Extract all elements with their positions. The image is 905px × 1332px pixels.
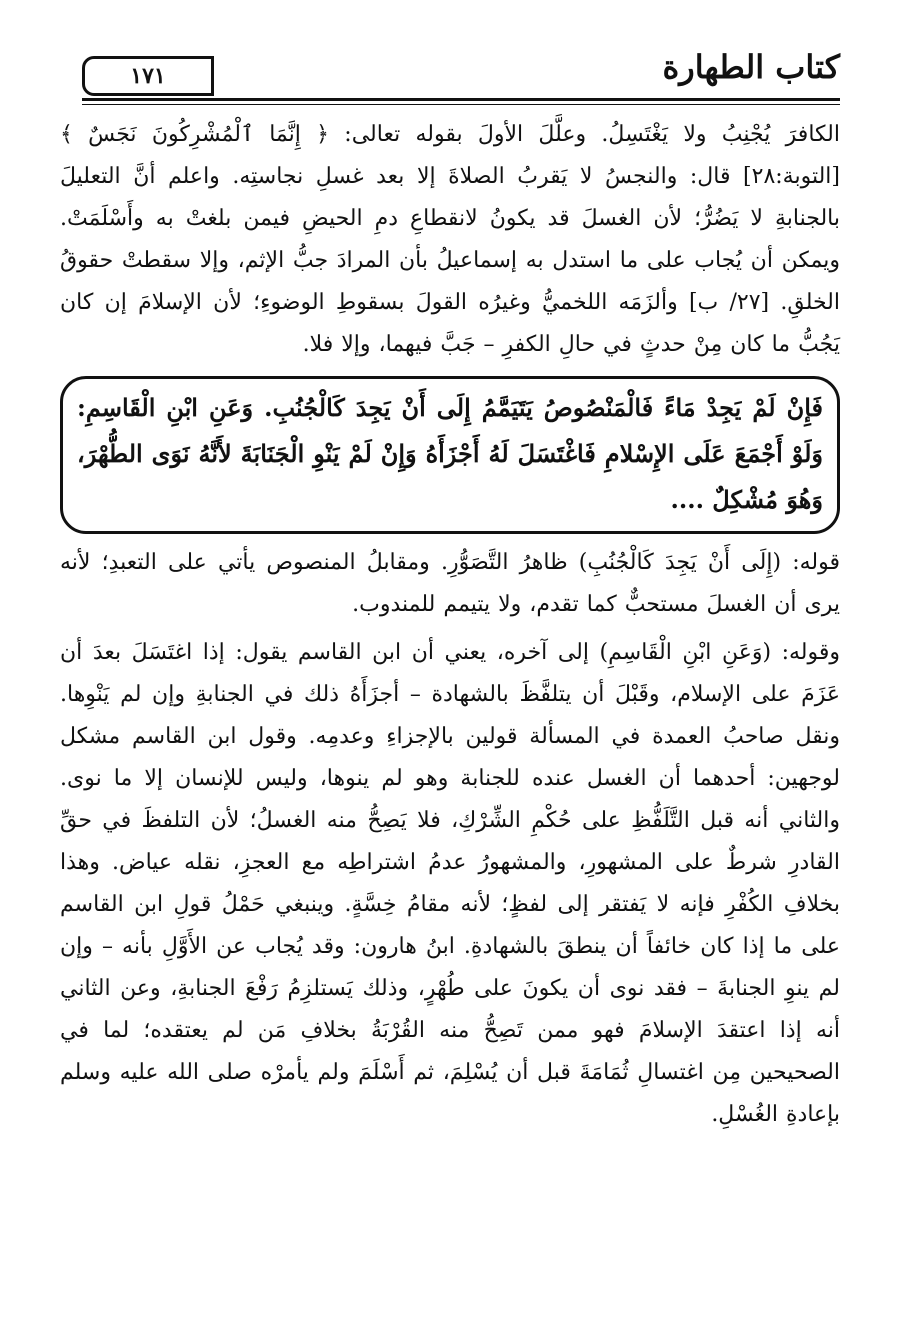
matn-quote-box [60, 376, 840, 534]
chapter-title: كتاب الطهارة [662, 48, 840, 86]
paragraph-2: قوله: (إِلَى أَنْ يَجِدَ كَالْجُنُبِ) ظاهرُ التَّصَوُّرِ. ومقابلُ المنصوص يأتي على التعبدِ؛ لأنه يرى أن الغسلَ مستحبٌّ كما تقدم، ولا يتيمم للمندوب. [60, 550, 840, 617]
matn-text: فَإِنْ لَمْ يَجِدْ مَاءً فَالْمَنْصُوصُ يَتَيَمَّمُ إِلَى أَنْ يَجِدَ كَالْجُنُبِ. وَعَنِ ابْنِ الْقَاسِمِ: وَلَوْ أَجْمَعَ عَلَى الإِسْلامِ فَاغْتَسَلَ لَهُ أَجْزَأَهُ وَإِنْ لَمْ يَنْوِ الْجَنَابَةَ لأَنَّهُ نَوَى الطُّهْرَ، وَهُوَ مُشْكِلٌ .... [77, 393, 823, 514]
header-rule-thin [82, 104, 840, 105]
book-page [60, 40, 840, 1136]
page-header [60, 40, 840, 100]
paragraph-3: وقوله: (وَعَنِ ابْنِ الْقَاسِمِ) إلى آخره، يعني أن ابن القاسم يقول: إذا اغتَسَلَ بعدَ أن عَزَمَ على الإسلام، وقَبْلَ أن يتلفَّظَ بالشهادة – أجزَأَهُ ذلك في الجنابةِ وإن لم يَنْوِها. ونقل صاحبُ العمدة في المسألة قولين بالإجزاءِ وعدمِه. وقول ابن القاسم مشكل لوجهين: أحدهما أن الغسل عنده للجنابة وهو لم ينوها، وليس للإنسان إلا ما نوى. والثاني أنه قبل التَّلَفُّظِ على حُكْمِ الشِّرْكِ، فلا يَصِحُّ منه الغسلُ؛ لأن التلفظَ في حقِّ القادرِ شرطٌ على المشهورِ، والمشهورُ عدمُ اشتراطِه مع العجزِ، نقله عياض. وهذا بخلافِ الكُفْرِ فإنه لا يَفتقر إلى لفظٍ؛ لأنه مقامُ خِسَّةٍ. وينبغي حَمْلُ قولِ ابن القاسم على ما إذا كان خائفاً أن ينطقَ بالشهادةِ. ابنُ هارون: وقد يُجاب عن الأَوَّلِ بأنه – وإن لم ينوِ الجنابةَ – فقد نوى أن يكونَ على طُهْرٍ، وذلك يَستلزِمُ رَفْعَ الجنابةِ، وعن الثاني أنه إذا اعتقدَ الإسلامَ فهو ممن تَصِحُّ منه القُرْبَةُ بخلافِ مَن لم يعتقده؛ لما في الصحيحين مِن اغتسالِ ثُمَامَةَ قبل أن يُسْلِمَ، ثم أَسْلَمَ ولم يأمرْه صلى الله عليه وسلم بإعادةِ الغُسْلِ. [60, 640, 840, 1127]
header-rule [82, 98, 840, 101]
paragraph-1: الكافرَ يُجْنِبُ ولا يَغْتَسِلُ. وعلَّلَ الأولَ بقوله تعالى: ﴿ إِنَّمَا ٱلْمُشْرِكُونَ نَجَسٌ ﴾ [التوبة:٢٨] قال: والنجسُ لا يَقربُ الصلاةَ إلا بعد غسلِ نجاستِه. واعلم أنَّ التعليلَ بالجنابةِ لا يَضُرُّ؛ لأن الغسلَ قد يكونُ لانقطاعِ دمِ الحيضِ فيمن بلغتْ به وأَسْلَمَتْ. ويمكن أن يُجاب على ما استدل به إسماعيلُ بأن المرادَ جبُّ الإثم، وإلا سقطتْ حقوقُ الخلقِ. [٢٧/ ب] وألزَمَه اللخميُّ وغيرُه القولَ بسقوطِ الوضوءِ؛ لأن الإسلامَ إن كان يَجُبُّ ما كان مِنْ حدثٍ في حالِ الكفرِ – جَبَّ فيهما، وإلا فلا. [60, 122, 840, 357]
page-number: ١٧١ [82, 56, 214, 96]
